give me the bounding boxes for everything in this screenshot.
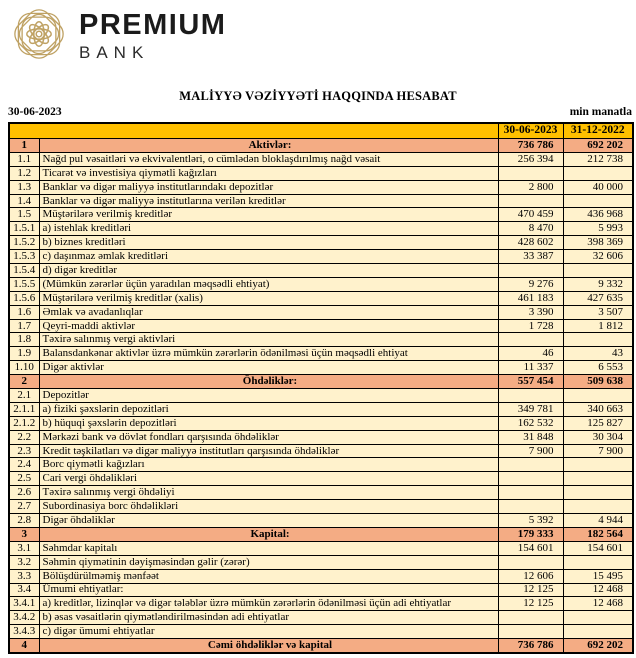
- value-prior-cell: [563, 611, 633, 625]
- row-label-cell: Qeyri-maddi aktivlər: [39, 319, 498, 333]
- row-label-cell: b) biznes kreditləri: [39, 236, 498, 250]
- row-number-cell: 2.3: [9, 444, 39, 458]
- value-current-cell: 8 470: [498, 222, 563, 236]
- table-row: [9, 152, 633, 166]
- row-number-cell: 2.5: [9, 472, 39, 486]
- table-row: [9, 458, 633, 472]
- value-current-cell: [498, 166, 563, 180]
- table-row: [9, 500, 633, 514]
- value-current-cell: 162 532: [498, 416, 563, 430]
- row-number-cell: 2.7: [9, 500, 39, 514]
- row-number-cell: 1.5.6: [9, 291, 39, 305]
- value-prior-cell: [563, 500, 633, 514]
- report-title: MALİYYƏ VƏZİYYƏTİ HAQQINDA HESABAT: [179, 89, 457, 103]
- value-prior-cell: [563, 264, 633, 278]
- row-label-cell: b) əsas vəsaitlərin qiymətləndirilməsindən adi ehtiyatlar: [39, 611, 498, 625]
- value-current-cell: [498, 389, 563, 403]
- value-current-cell: 9 276: [498, 277, 563, 291]
- table-row: [9, 361, 633, 375]
- value-prior-cell: 340 663: [563, 402, 633, 416]
- value-prior-cell: [563, 333, 633, 347]
- row-label-cell: Təxirə salınmış vergi öhdəliyi: [39, 486, 498, 500]
- row-number-cell: 2.2: [9, 430, 39, 444]
- row-number-cell: 3.4.3: [9, 625, 39, 639]
- value-prior-cell: 6 553: [563, 361, 633, 375]
- table-row: [9, 264, 633, 278]
- row-label-cell: Ümumi ehtiyatlar:: [39, 583, 498, 597]
- value-prior-cell: 12 468: [563, 597, 633, 611]
- meta-row: [8, 106, 632, 118]
- table-row: [9, 305, 633, 319]
- value-prior-cell: 154 601: [563, 541, 633, 555]
- value-current-cell: 3 390: [498, 305, 563, 319]
- value-current-cell: 461 183: [498, 291, 563, 305]
- table-row: [9, 250, 633, 264]
- row-number-cell: 1.7: [9, 319, 39, 333]
- premium-bank-logo-icon: [8, 4, 70, 64]
- value-prior-cell: 125 827: [563, 416, 633, 430]
- row-label-cell: c) digər ümumi ehtiyatlar: [39, 625, 498, 639]
- value-prior-cell: [563, 555, 633, 569]
- row-number-cell: 4: [9, 639, 39, 653]
- table-row: [9, 291, 633, 305]
- table-row: [9, 486, 633, 500]
- row-number-cell: 1.5.2: [9, 236, 39, 250]
- table-row: [9, 166, 633, 180]
- value-current-cell: 12 125: [498, 583, 563, 597]
- value-current-cell: [498, 486, 563, 500]
- value-current-cell: [498, 194, 563, 208]
- value-current-cell: 736 786: [498, 139, 563, 153]
- row-number-cell: 2.1.2: [9, 416, 39, 430]
- row-label-cell: a) fiziki şəxslərin depozitləri: [39, 402, 498, 416]
- value-prior-cell: 5 993: [563, 222, 633, 236]
- section-row: [9, 375, 633, 389]
- row-label-cell: d) digər kreditlər: [39, 264, 498, 278]
- row-label-cell: Müştərilərə verilmiş kreditlər: [39, 208, 498, 222]
- row-number-cell: 1: [9, 139, 39, 153]
- value-current-cell: [498, 472, 563, 486]
- row-label-cell: a) istehlak kreditləri: [39, 222, 498, 236]
- table-row: [9, 222, 633, 236]
- value-current-cell: 179 333: [498, 527, 563, 541]
- value-prior-cell: [563, 625, 633, 639]
- row-label-cell: (Mümkün zərərlər üçün yaradılan məqsədli ehtiyat): [39, 277, 498, 291]
- value-prior-cell: 12 468: [563, 583, 633, 597]
- row-label-cell: Nağd pul vəsaitləri və ekvivalentləri, o cümlədən bloklaşdırılmış nağd vəsait: [39, 152, 498, 166]
- value-prior-cell: [563, 166, 633, 180]
- row-number-cell: 2.6: [9, 486, 39, 500]
- value-prior-cell: [563, 458, 633, 472]
- row-label-cell: Təxirə salınmış vergi aktivləri: [39, 333, 498, 347]
- table-row: [9, 180, 633, 194]
- value-prior-cell: [563, 194, 633, 208]
- brand-sub: BANK: [79, 43, 150, 62]
- row-number-cell: 1.5: [9, 208, 39, 222]
- brand-wordmark: [79, 11, 226, 61]
- row-number-cell: 3.3: [9, 569, 39, 583]
- row-number-cell: 3: [9, 527, 39, 541]
- table-row: [9, 597, 633, 611]
- row-number-cell: 1.3: [9, 180, 39, 194]
- table-row: [9, 444, 633, 458]
- value-current-cell: 1 728: [498, 319, 563, 333]
- value-current-cell: 31 848: [498, 430, 563, 444]
- row-number-cell: 1.9: [9, 347, 39, 361]
- table-row: [9, 430, 633, 444]
- table-row: [9, 319, 633, 333]
- value-current-cell: 470 459: [498, 208, 563, 222]
- row-label-cell: Müştərilərə verilmiş kreditlər (xalis): [39, 291, 498, 305]
- value-prior-cell: 182 564: [563, 527, 633, 541]
- row-number-cell: 3.4: [9, 583, 39, 597]
- row-label-cell: Subordinasiya borc öhdəlikləri: [39, 500, 498, 514]
- table-row: [9, 277, 633, 291]
- value-current-cell: 557 454: [498, 375, 563, 389]
- row-number-cell: 2.4: [9, 458, 39, 472]
- table-row: [9, 347, 633, 361]
- row-label-cell: Cəmi öhdəliklər və kapital: [39, 639, 498, 653]
- value-prior-cell: [563, 486, 633, 500]
- value-current-cell: 5 392: [498, 514, 563, 528]
- unit-label: min manatla: [569, 106, 632, 118]
- column-header-prior: 31-12-2022: [563, 123, 633, 139]
- value-prior-cell: 43: [563, 347, 633, 361]
- table-row: [9, 472, 633, 486]
- value-current-cell: 154 601: [498, 541, 563, 555]
- row-number-cell: 3.1: [9, 541, 39, 555]
- row-label-cell: Bölüşdürülməmiş mənfəət: [39, 569, 498, 583]
- value-current-cell: 46: [498, 347, 563, 361]
- row-label-cell: Digər öhdəliklər: [39, 514, 498, 528]
- section-row: [9, 527, 633, 541]
- row-label-cell: Cari vergi öhdəlikləri: [39, 472, 498, 486]
- row-label-cell: Aktivlər:: [39, 139, 498, 153]
- row-number-cell: 2.1: [9, 389, 39, 403]
- row-number-cell: 1.1: [9, 152, 39, 166]
- value-current-cell: [498, 264, 563, 278]
- table-row: [9, 194, 633, 208]
- row-number-cell: 3.2: [9, 555, 39, 569]
- table-row: [9, 569, 633, 583]
- row-label-cell: a) kreditlər, lizinqlər və digər tələblər üzrə mümkün zərərlərin ödənilməsi üçün adi ehtiyatlar: [39, 597, 498, 611]
- table-row: [9, 402, 633, 416]
- row-number-cell: 1.8: [9, 333, 39, 347]
- value-prior-cell: 30 304: [563, 430, 633, 444]
- row-number-cell: 3.4.1: [9, 597, 39, 611]
- brand-name: PREMIUM: [79, 9, 227, 41]
- value-prior-cell: 9 332: [563, 277, 633, 291]
- column-header-current: 30-06-2023: [498, 123, 563, 139]
- section-row: [9, 139, 633, 153]
- value-current-cell: 428 602: [498, 236, 563, 250]
- value-prior-cell: 212 738: [563, 152, 633, 166]
- value-current-cell: 12 606: [498, 569, 563, 583]
- table-row: [9, 236, 633, 250]
- value-prior-cell: 1 812: [563, 319, 633, 333]
- value-prior-cell: 509 638: [563, 375, 633, 389]
- row-label-cell: Mərkəzi bank və dövlət fondları qarşısında öhdəliklər: [39, 430, 498, 444]
- value-current-cell: 256 394: [498, 152, 563, 166]
- table-row: [9, 541, 633, 555]
- row-number-cell: 1.5.4: [9, 264, 39, 278]
- value-current-cell: 11 337: [498, 361, 563, 375]
- value-prior-cell: 692 202: [563, 639, 633, 653]
- row-label-cell: Səhmdar kapitalı: [39, 541, 498, 555]
- row-label-cell: Digər aktivlər: [39, 361, 498, 375]
- value-prior-cell: 4 944: [563, 514, 633, 528]
- header-spacer-cell: [9, 123, 498, 139]
- row-label-cell: Kredit təşkilatları və digər maliyyə institutları qarşısında öhdəliklər: [39, 444, 498, 458]
- row-number-cell: 2.1.1: [9, 402, 39, 416]
- row-number-cell: 1.5.1: [9, 222, 39, 236]
- value-current-cell: 12 125: [498, 597, 563, 611]
- row-label-cell: b) hüquqi şəxslərin depozitləri: [39, 416, 498, 430]
- table-row: [9, 611, 633, 625]
- row-label-cell: Səhmin qiymətinin dəyişməsindən gəlir (zərər): [39, 555, 498, 569]
- row-label-cell: Kapital:: [39, 527, 498, 541]
- value-current-cell: 2 800: [498, 180, 563, 194]
- table-body: [9, 139, 633, 653]
- value-current-cell: 736 786: [498, 639, 563, 653]
- value-current-cell: 33 387: [498, 250, 563, 264]
- row-label-cell: Banklar və digər maliyyə institutlarındakı depozitlər: [39, 180, 498, 194]
- value-prior-cell: 692 202: [563, 139, 633, 153]
- row-label-cell: Əmlak və avadanlıqlar: [39, 305, 498, 319]
- row-label-cell: Borc qiymətli kağızları: [39, 458, 498, 472]
- value-prior-cell: 436 968: [563, 208, 633, 222]
- row-label-cell: Öhdəliklər:: [39, 375, 498, 389]
- row-number-cell: 1.4: [9, 194, 39, 208]
- table-row: [9, 389, 633, 403]
- value-prior-cell: 32 606: [563, 250, 633, 264]
- row-number-cell: 2.8: [9, 514, 39, 528]
- value-prior-cell: [563, 472, 633, 486]
- table-row: [9, 333, 633, 347]
- value-current-cell: [498, 500, 563, 514]
- row-number-cell: 3.4.2: [9, 611, 39, 625]
- value-prior-cell: 40 000: [563, 180, 633, 194]
- row-number-cell: 1.6: [9, 305, 39, 319]
- value-current-cell: [498, 555, 563, 569]
- section-row: [9, 639, 633, 653]
- table-row: [9, 208, 633, 222]
- row-label-cell: Depozitlər: [39, 389, 498, 403]
- value-current-cell: 7 900: [498, 444, 563, 458]
- row-label-cell: Banklar və digər maliyyə institutlarına verilən kreditlər: [39, 194, 498, 208]
- row-label-cell: Balansdankənar aktivlər üzrə mümkün zərərlərin ödənilməsi üçün məqsədli ehtiyat: [39, 347, 498, 361]
- value-current-cell: [498, 625, 563, 639]
- value-current-cell: 349 781: [498, 402, 563, 416]
- report-date: 30-06-2023: [8, 106, 62, 118]
- brand-header: [8, 4, 226, 64]
- row-number-cell: 1.2: [9, 166, 39, 180]
- table-row: [9, 514, 633, 528]
- table-row: [9, 555, 633, 569]
- table-header-row: [9, 123, 633, 139]
- value-prior-cell: 427 635: [563, 291, 633, 305]
- financial-position-table: [8, 122, 634, 654]
- value-current-cell: [498, 458, 563, 472]
- row-number-cell: 1.5.5: [9, 277, 39, 291]
- value-current-cell: [498, 611, 563, 625]
- value-prior-cell: [563, 389, 633, 403]
- row-label-cell: Ticarət və investisiya qiymətli kağızları: [39, 166, 498, 180]
- table-row: [9, 625, 633, 639]
- value-current-cell: [498, 333, 563, 347]
- table-row: [9, 583, 633, 597]
- value-prior-cell: 7 900: [563, 444, 633, 458]
- value-prior-cell: 398 369: [563, 236, 633, 250]
- row-number-cell: 1.10: [9, 361, 39, 375]
- row-number-cell: 1.5.3: [9, 250, 39, 264]
- value-prior-cell: 3 507: [563, 305, 633, 319]
- row-number-cell: 2: [9, 375, 39, 389]
- table-row: [9, 416, 633, 430]
- row-label-cell: c) daşınmaz əmlak kreditləri: [39, 250, 498, 264]
- value-prior-cell: 15 495: [563, 569, 633, 583]
